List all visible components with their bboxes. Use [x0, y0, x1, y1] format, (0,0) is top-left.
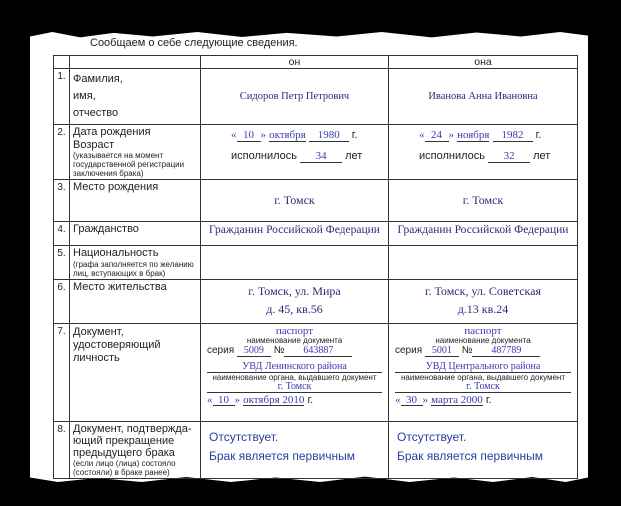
she-prev-marriage-note: Брак является первичным [397, 448, 544, 463]
she-residence-house: д.13 кв.24 [457, 301, 509, 316]
label-patronymic: отчество [73, 107, 119, 119]
num-header [54, 56, 70, 69]
row-previous-marriage: 8. Документ, подтвержда- ющий прекращение предыдущего брака (если лицо (лица) состояло (состояли) в браке ранее) Отсутствует. Брак является первичным Отсутствует. Брак является первичным [54, 421, 578, 478]
she-doc-issuer: УВД Центрального района [395, 362, 571, 373]
he-citizenship: Гражданин Российской Федерации [201, 222, 389, 246]
he-doc-type: паспорт [275, 324, 314, 337]
row-birth: 2. Дата рождения Возраст (указывается на момент государственной регистрации заключения брака) « 10 » октября 1980 г. исполнилось 34 лет « 24 » ноября 1982 г. исполнилось 32 лет [54, 125, 578, 180]
row-citizenship: 4. Гражданство Гражданин Российской Федерации Гражданин Российской Федерации [54, 222, 578, 246]
row-name: 1. Фамилия, имя, отчество Сидоров Петр Петрович Иванова Анна Ивановна [54, 69, 578, 125]
he-nationality [201, 246, 389, 280]
she-doc-issuer-city: г. Томск [395, 382, 571, 393]
he-doc-day: 10 [213, 395, 235, 406]
row-birthplace: 3. Место рождения г. Томск г. Томск [54, 180, 578, 222]
label-age: Возраст [73, 138, 115, 151]
row-residence: 6. Место жительства г. Томск, ул. Мира д. 45, кв.56 г. Томск, ул. Советская д.13 кв.24 [54, 279, 578, 323]
label-residence: Место жительства [70, 279, 201, 323]
label-header [70, 56, 201, 69]
label-nationality: Национальность [73, 247, 159, 259]
he-residence-house: д. 45, кв.56 [266, 301, 323, 316]
he-doc-series: 5009 [237, 346, 271, 357]
label-citizenship: Гражданство [70, 222, 201, 246]
she-birth-day: 24 [425, 129, 449, 142]
label-prev-marriage-note: (если лицо (лица) состояло (состояли) в браке ранее) [73, 458, 176, 477]
he-doc-issuer-city: г. Томск [207, 382, 382, 393]
she-birth-year: 1982 [493, 129, 533, 142]
he-prev-marriage-note: Брак является первичным [209, 448, 356, 463]
he-residence-street: г. Томск, ул. Мира [248, 283, 341, 298]
he-birth-month: октября [269, 129, 306, 141]
she-birthplace: г. Томск [389, 180, 578, 222]
label-nationality-note: (графа заполняется по желанию лиц, вступающих в брак) [73, 259, 194, 278]
he-doc-number: 643887 [284, 346, 352, 357]
row-identity-document: 7. Документ, удостоверяющий личность паспорт наименование документа серия 5009 № 643887 УВД Ленинского района наименование органа, выдавшего документ г. Томск « 10 » октября 2010 г. паспорт наименование документа серия 5001 № 487789 УВД Центрального района наименование органа, выдавшего документ г. Томск « 30 » марта 2000 г. [54, 323, 578, 421]
he-doc-issuer: УВД Ленинского района [207, 362, 382, 373]
she-prev-marriage-status: Отсутствует. [397, 429, 467, 444]
he-birthplace: г. Томск [201, 180, 389, 222]
label-birth-date: Дата рождения [73, 126, 151, 138]
she-doc-day: 30 [401, 395, 423, 406]
label-birthplace: Место рождения [70, 180, 201, 222]
row-nationality: 5. Национальность (графа заполняется по желанию лиц, вступающих в брак) [54, 246, 578, 280]
he-doc-date: октября 2010 [243, 393, 305, 406]
label-age-note: (указывается на момент государственной регистрации заключения брака) [73, 151, 185, 178]
label-firstname: имя, [73, 90, 96, 102]
intro-text: Сообщаем о себе следующие сведения. [90, 37, 298, 49]
column-she: она [389, 56, 578, 69]
she-full-name: Иванова Анна Ивановна [389, 69, 578, 125]
he-prev-marriage-status: Отсутствует. [209, 429, 279, 444]
he-full-name: Сидоров Петр Петрович [201, 69, 389, 125]
she-nationality [389, 246, 578, 280]
label-surname: Фамилия, [73, 73, 123, 85]
he-birth-year: 1980 [309, 129, 349, 142]
she-doc-date: марта 2000 [431, 393, 483, 406]
she-birth-month: ноября [457, 129, 490, 141]
he-birth-day: 10 [237, 129, 261, 142]
she-residence-street: г. Томск, ул. Советская [424, 283, 542, 298]
she-doc-type: паспорт [464, 324, 502, 337]
she-age: 32 [488, 150, 530, 163]
he-age: 34 [300, 150, 342, 163]
column-he: он [201, 56, 389, 69]
she-doc-series: 5001 [425, 346, 459, 357]
marriage-form-table [53, 55, 578, 479]
she-citizenship: Гражданин Российской Федерации [389, 222, 578, 246]
she-doc-number: 487789 [472, 346, 540, 357]
